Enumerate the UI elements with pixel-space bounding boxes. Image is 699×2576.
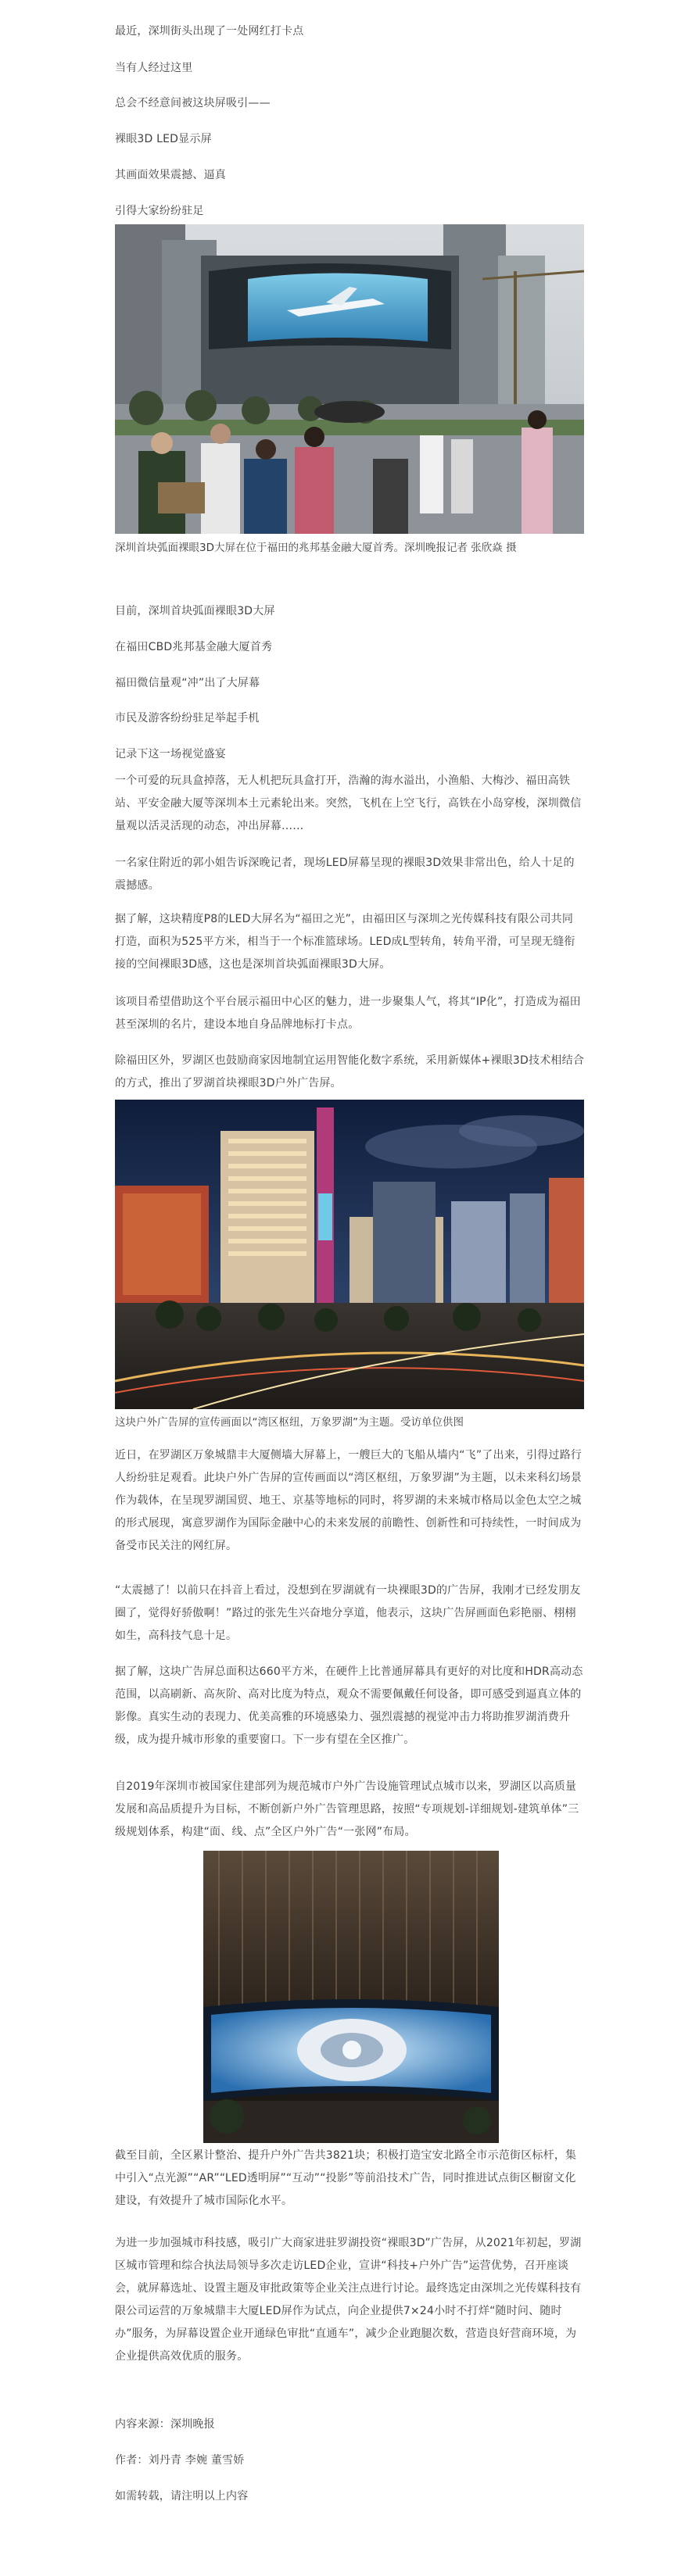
summary-line: 市民及游客纷纷驻足举起手机 — [115, 712, 260, 724]
photo-dingfeng-3d-screen — [203, 1851, 499, 2143]
summary-line: 记录下这一场视觉盛宴 — [115, 748, 226, 760]
body-paragraph: 为进一步加强城市科技感，吸引广大商家进驻罗湖投资“裸眼3D”广告屏，从2021年初起，罗湖区城市管理和综合执法局领导多次走访LED企业，宣讲“科技+户外广告”运营优势，召开座谈会，就屏幕选址、设置主题及审批政策等企业关注点进行讨论。最终选定由深圳之光传媒科技有限公司运营的万象城鼎丰大厦LED屏作为试点，向企业提供7×24小时不打烊“随时问、随时办”服务，为屏幕设置企业开通绿色审批“直通车”，减少企业跑腿次数，营造良好营商环境，为企业提供高效优质的服务。 — [115, 2237, 582, 2363]
body-paragraph: 近日，在罗湖区万象城鼎丰大厦侧墙大屏幕上，一艘巨大的飞船从墙内“飞”了出来，引得过路行人纷纷驻足观看。此块户外广告屏的宣传画面以“湾区枢纽，万象罗湖”为主题，以未来科幻场景作为载体，在呈现罗湖国贸、地王、京基等地标的同时，将罗湖的未来城市格局以金色太空之城的形式展现，寓意罗湖作为国际金融中心的未来发展的前瞻性、创新性和可持续性，一时间成为备受市民关注的网红屏。 — [115, 1449, 582, 1552]
intro-line: 裸眼3D LED显示屏 — [115, 133, 212, 145]
intro-line: 总会不经意间被这块屏吸引—— — [115, 97, 271, 109]
photo-caption: 深圳首块弧面裸眼3D大屏在位于福田的兆邦基金融大厦首秀。深圳晚报记者 张欣焱 摄 — [115, 542, 517, 554]
body-paragraph: “太震撼了！以前只在抖音上看过，没想到在罗湖就有一块裸眼3D的广告屏，我刚才已经发朋友圈了，觉得好骄傲啊！”路过的张先生兴奋地分享道，他表示，这块广告屏画面色彩艳丽、栩栩如生，高科技气息十足。 — [115, 1584, 581, 1642]
body-paragraph: 一个可爱的玩具盒掉落，无人机把玩具盒打开，浩瀚的海水溢出，小渔船、大梅沙、福田高铁站、平安金融大厦等深圳本土元素轮出来。突然，飞机在上空飞行，高铁在小岛穿梭，深圳微信量观以活灵活现的动态，冲出屏幕…… — [115, 775, 582, 832]
body-paragraph: 截至目前，全区累计整治、提升户外广告共3821块；积极打造宝安北路全市示范街区标杆，集中引入“点光源”“AR”“LED透明屏”“互动”“投影”等前沿技术广告，同时推进试点街区橱窗文化建设，有效提升了城市国际化水平。 — [115, 2149, 577, 2207]
intro-line: 最近，深圳街头出现了一处网红打卡点 — [115, 25, 304, 38]
summary-line: 在福田CBD兆邦基金融大厦首秀 — [115, 641, 273, 653]
intro-line: 引得大家纷纷驻足 — [115, 205, 204, 217]
body-paragraph: 除福田区外，罗湖区也鼓励商家因地制宜运用智能化数字系统，采用新媒体+裸眼3D技术相结合的方式，推出了罗湖首块裸眼3D户外广告屏。 — [115, 1054, 585, 1089]
intro-line: 其画面效果震撼、逼真 — [115, 169, 226, 181]
summary-line: 目前，深圳首块弧面裸眼3D大屏 — [115, 605, 275, 617]
footer-reprint-note: 如需转载，请注明以上内容 — [115, 2490, 249, 2503]
body-paragraph: 据了解，这块精度P8的LED大屏名为“福田之光”，由福田区与深圳之光传媒科技有限公司共同打造，面积为525平方米，相当于一个标准篮球场。LED成L型转角，转角平滑，可呈现无缝衔接的空间裸眼3D感，这也是深圳首块弧面裸眼3D大屏。 — [115, 913, 575, 971]
body-paragraph: 自2019年深圳市被国家住建部列为规范城市户外广告设施管理试点城市以来，罗湖区以高质量发展和高品质提升为目标，不断创新户外广告管理思路，按照“专项规划-详细规划-建筑单体”三级规划体系，构建“面、线、点”全区户外广告“一张网”布局。 — [115, 1780, 579, 1838]
photo-luohu-night-skyline — [115, 1100, 584, 1409]
body-paragraph: 据了解，这块广告屏总面积达660平方米，在硬件上比普通屏幕具有更好的对比度和HDR高动态范围，以高刷新、高灰阶、高对比度为特点，观众不需要佩戴任何设备，即可感受到逼真立体的影像。真实生动的表现力、优美高雅的环境感染力、强烈震撼的视觉冲击力将助推罗湖消费升级，成为提升城市形象的重要窗口。下一步有望在全区推广。 — [115, 1665, 583, 1746]
footer-source: 内容来源：深圳晚报 — [115, 2418, 215, 2431]
body-paragraph: 一名家住附近的郭小姐告诉深晚记者，现场LED屏幕呈现的裸眼3D效果非常出色，给人十足的震撼感。 — [115, 857, 575, 892]
photo-caption: 这块户外广告屏的宣传画面以“湾区枢纽，万象罗湖”为主题。受访单位供图 — [115, 1416, 464, 1429]
intro-line: 当有人经过这里 — [115, 62, 193, 74]
body-paragraph: 该项目希望借助这个平台展示福田中心区的魅力，进一步聚集人气，将其“IP化”，打造成为福田甚至深圳的名片，建设本地自身品牌地标打卡点。 — [115, 996, 581, 1031]
summary-line: 福田微信量观“冲”出了大屏幕 — [115, 677, 260, 689]
footer-authors: 作者：刘丹青 李婉 董雪娇 — [115, 2454, 245, 2467]
photo-street-3d-screen — [115, 224, 584, 534]
